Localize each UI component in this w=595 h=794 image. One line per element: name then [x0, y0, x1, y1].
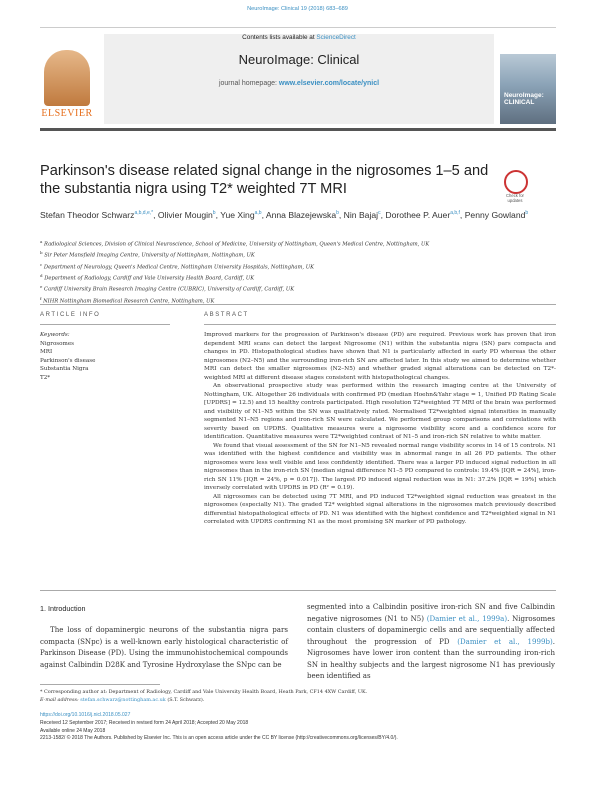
keywords-block: [40, 331, 170, 382]
intro-paragraph: The loss of dopaminergic neurons of the substantia nigra pars compacta (SNpc) is a well-known early histological characteristic of Parkinson Disease (PD). Using the immunohistochemical compounds against Calbindin D28K and Tyrosine Hydroxylase the SNpc can be: [40, 625, 288, 669]
keyword: Parkinson's disease: [40, 357, 96, 364]
author[interactable]: Anna Blazejewska$^b$: [265, 209, 339, 220]
keyword: MRI: [40, 349, 53, 355]
keyword: Substantia Nigra: [40, 366, 89, 372]
author[interactable]: Yue Xing$^{a,b}$: [220, 209, 262, 220]
journal-homepage-line: [104, 80, 494, 87]
abstract-paragraph: An observational prospective study was performed within the research imaging centre at the University of Nottingham, UK. Altogether 26 individuals with confirmed PD (median Hoehn&Yahr stage = 1, Unified PD Rating Scale [UPDRS] = 12.5) and 15 healthy controls participated. High resolution T2*weighted 7T MRI of the brain was performed and visibility of N1–N5 within the SN was qualitatively rated. Normalised T2*weighted signal intensities in manually segmented N1–N5 regions and iron-rich SN were calculated. We performed group comparisons and correlations with severity based on UPDRS. Qualitative measures were a nigrosome visibility score and a confidence score for identification. Quantitative measures were T2*weighted contrast of N1–5 and iron-rich SN relative to white matter.: [204, 383, 556, 440]
sciencedirect-link[interactable]: ScienceDirect: [316, 34, 356, 41]
journal-citation[interactable]: NeuroImage: Clinical 19 (2018) 683–689: [247, 6, 348, 12]
contents-line: [104, 34, 494, 41]
received-dates: Received 12 September 2017; Received in revised form 24 April 2018; Accepted 20 May 2018: [40, 719, 249, 726]
journal-info-band: [104, 34, 494, 124]
abstract-paragraph: All nigrosomes can be detected using 7T MRI, and PD induced T2*weighted signal reduction was greatest in the nigrosomes (especially N1). The graded T2* weighted signal alterations in the nigrosomes match previously described differential histopathological effects of PD. N1 was identified with the highest confidence and T2*weighted signal in N1 correlated with UPDRS confirming N1 as the most promising SN marker of PD pathology.: [204, 493, 556, 525]
keyword: T2*: [40, 374, 51, 381]
abstract-heading: ABSTRACT: [204, 312, 249, 318]
abstract-body: [204, 331, 556, 527]
elsevier-logo[interactable]: [38, 50, 96, 122]
intro-right-column: [307, 601, 555, 682]
corresponding-author-note: * Corresponding author at: Department of Radiology, Cardiff and Vale University Health Board, Heath Park, CF14 4XW Cardiff, UK.: [40, 689, 368, 695]
online-date: Available online 24 May 2018: [40, 727, 106, 734]
author[interactable]: Nin Bajaj$^c$: [343, 209, 381, 220]
email-link[interactable]: stefan.schwarz@nottingham.ac.uk: [80, 697, 166, 703]
footnotes: [40, 688, 555, 704]
elsevier-tree-icon: [44, 50, 90, 106]
author[interactable]: Olivier Mougin$^b$: [157, 209, 216, 220]
homepage-prefix: journal homepage:: [218, 80, 277, 87]
abstract-rule: [204, 324, 556, 325]
author[interactable]: Penny Gowland$^b$: [464, 209, 529, 220]
cover-title: NeuroImage: CLINICAL: [504, 92, 544, 106]
article-info-rule: [40, 324, 170, 325]
intro-left-column: [40, 624, 288, 670]
introduction-heading: 1. Introduction: [40, 604, 86, 613]
affiliation-list: [40, 238, 555, 306]
abstract-paragraph: We found that visual assessment of the SN for N1–N5 revealed normal range visibility scores in 14 of 15 controls. N1 was identified with the highest confidence and visibility was in abnormal range in all 26 PD patients. The other nigrosomes were less well visible and less confidently identified. There was a larger PD induced signal reduction in all nigrosomes than in the iron-rich SN (median signal difference N1–5 PD compared to controls: 19.4% [IQR = 24%], iron-rich SN 11% [IQR = 24%, p = 0.017]). The largest PD induced signal reduction was in N1: 37.2% [IQR = 19%] which inversely correlated with UPDRS in PD (R² = 0.19).: [204, 442, 557, 491]
affiliation: $^f$ NIHR Nottingham Biomedical Research Centre, Nottingham, UK: [40, 295, 215, 305]
journal-title: NeuroImage: Clinical: [238, 52, 360, 67]
header-rule: [40, 128, 556, 131]
reference-link[interactable]: (Damier et al., 1999b): [457, 636, 553, 646]
abstract-bottom-rule: [40, 590, 556, 591]
email-note: E-mail address: stefan.schwarz@nottingham.ac.uk (S.T. Schwarz).: [40, 697, 205, 703]
contents-prefix: Contents lists available at: [242, 34, 315, 41]
homepage-link[interactable]: www.elsevier.com/locate/ynicl: [278, 80, 380, 87]
affiliation: $^a$ Radiological Sciences, Division of Clinical Neuroscience, School of Medicine, University of Nottingham, Queen's Medical Centre, Nottingham, UK: [40, 239, 430, 248]
license-note: 2213-1582/ © 2018 The Authors. Published by Elsevier Inc. This is an open access article under the CC BY license (http://creativecommons.org/licenses/BY/4.0/).: [40, 735, 398, 742]
abstract-paragraph: Improved markers for the progression of Parkinson's disease (PD) are required. Previous work has proven that iron dependent MRI scans can detect the largest Nigrosome (N1) within the substantia nigra (SN) pars compacta and changes in PD. Histopathological studies have shown that N1 is particularly affected in early PD whereas the other nigrosomes (N2–N5) and the surrounding iron-rich SN are affected later. In this study we aimed to determine whether MRI can detect the smaller nigrosomes (N2–N5) and whether graded signal alterations can be detected on T2*-weighted MRI at different disease stages consistent with histopathological changes.: [204, 332, 556, 381]
author[interactable]: Dorothee P. Auer$^{a,b,f}$: [385, 209, 460, 220]
affiliation: $^d$ Department of Radiology, Cardiff and Vale University Health Board, Cardiff, UK: [40, 272, 255, 282]
intro-paragraph-continued: segmented into a Calbindin positive iron-rich SN and five Calbindin negative nigrosomes (N1 to N5) (Damier et al., 1999a). Nigrosomes contain clusters of dopaminergic cells and are sequentially affected throughout the progression of PD (Damier et al., 1999b). Nigrosomes have lower iron content than the surrounding iron-rich SN in healthy subjects and the largest nigrosome N1 has previously been identified as: [307, 602, 555, 680]
check-for-updates-label[interactable]: Check for updates: [506, 193, 524, 203]
affiliation: $^b$ Sir Peter Mansfield Imaging Centre, University of Nottingham, Nottingham, UK: [40, 250, 255, 260]
keyword: Nigrosomes: [40, 340, 75, 347]
article-info-heading: ARTICLE INFO: [40, 312, 101, 318]
author-list: Stefan Theodor Schwarz$^{a,b,d,e,*}$, Olivier Mougin$^b$, Yue Xing$^{a,b}$, Anna Blazejewska$^b$, Nin Bajaj$^c$, Dorothee P. Auer$^{a,b,f}$, Penny Gowland$^b$: [40, 209, 529, 220]
keywords-title: Keywords:: [40, 332, 70, 338]
author[interactable]: Stefan Theodor Schwarz$^{a,b,d,e,*}$: [40, 209, 154, 220]
article-metadata: [40, 712, 555, 743]
reference-link[interactable]: (Damier et al., 1999a): [426, 613, 508, 623]
article-title: Parkinson's disease related signal change in the nigrosomes 1–5 and the substantia nigra using T2* weighted 7T MRI: [40, 163, 489, 197]
affiliation: $^e$ Cardiff University Brain Research Imaging Centre (CUBRIC), University of Cardiff, Cardiff, UK: [40, 284, 295, 294]
doi-link[interactable]: https://doi.org/10.1016/j.nicl.2018.05.027: [40, 712, 131, 718]
affiliation: $^c$ Department of Neurology, Queen's Medical Centre, Nottingham University Hospitals, Nottingham, UK: [40, 261, 314, 271]
section-divider: [40, 304, 556, 305]
publisher-name: ELSEVIER: [41, 108, 93, 119]
check-for-updates-icon[interactable]: [504, 170, 528, 194]
footnote-rule: [40, 684, 160, 685]
journal-cover-thumbnail[interactable]: [500, 54, 556, 124]
